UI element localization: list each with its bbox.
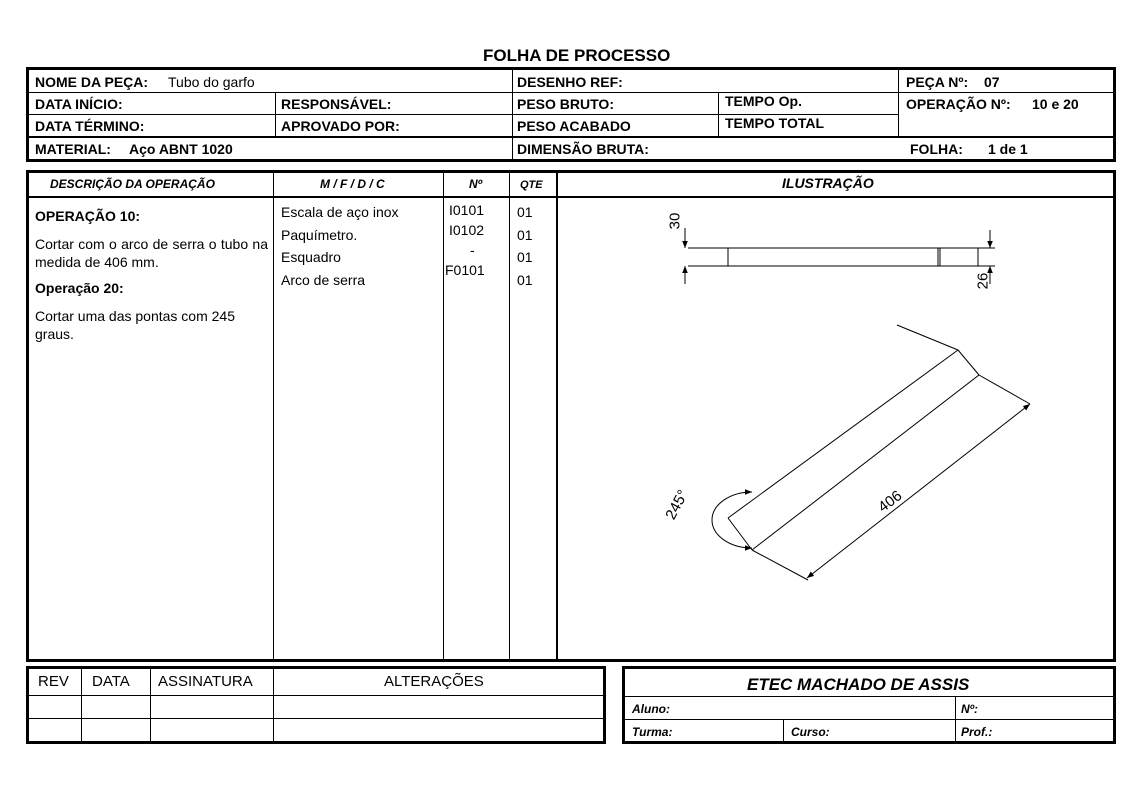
teacher-label: Prof.: <box>961 725 993 739</box>
student-label: Aluno: <box>632 702 670 716</box>
col-description-header: DESCRIÇÃO DA OPERAÇÃO <box>50 177 215 191</box>
qty-item: 01 <box>517 249 533 265</box>
course-label: Curso: <box>791 725 830 739</box>
code-item: I0102 <box>449 222 485 238</box>
col-rev-header: REV <box>38 673 69 690</box>
material-value: Aço ABNT 1020 <box>129 141 233 157</box>
col-changes-header: ALTERAÇÕES <box>384 673 484 690</box>
student-number-label: Nº: <box>961 702 979 716</box>
school-name: ETEC MACHADO DE ASSIS <box>747 675 970 694</box>
op20-text: Cortar uma das pontas com 245 graus. <box>35 308 235 342</box>
drawing-ref-label: DESENHO REF: <box>517 74 623 90</box>
class-label: Turma: <box>632 725 673 739</box>
dim-406-label: 406 <box>875 487 906 516</box>
page-title: FOLHA DE PROCESSO <box>483 46 671 65</box>
operation-number-value: 10 e 20 <box>1032 96 1079 112</box>
dim-30-label: 30 <box>666 212 684 230</box>
finished-weight-label: PESO ACABADO <box>517 118 631 134</box>
qty-item: 01 <box>517 204 533 220</box>
tool-item: Esquadro <box>281 249 341 265</box>
sheet-value: 1 de 1 <box>988 141 1028 157</box>
part-number-value: 07 <box>984 74 1000 90</box>
col-date-header: DATA <box>92 673 130 690</box>
op20-title: Operação 20: <box>35 280 124 296</box>
sheet-label: FOLHA: <box>910 141 963 157</box>
material-label: MATERIAL: <box>35 141 111 157</box>
dim-245-label: 245° <box>662 487 692 523</box>
gross-weight-label: PESO BRUTO: <box>517 96 614 112</box>
op-time-label: TEMPO Op. <box>725 93 802 109</box>
part-name-label: NOME DA PEÇA: <box>35 74 149 90</box>
code-item: I0101 <box>449 202 485 218</box>
start-date-label: DATA INÍCIO: <box>35 96 123 112</box>
col-illustration-header: ILUSTRAÇÃO <box>782 175 874 191</box>
op10-title: OPERAÇÃO 10: <box>35 208 141 224</box>
dim-26-label: 26 <box>974 272 992 290</box>
col-mfdc-header: M / F / D / C <box>320 177 385 191</box>
tube-cut-view <box>712 325 1030 580</box>
code-item: F0101 <box>445 262 485 278</box>
code-item: - <box>470 242 475 258</box>
part-number-label: PEÇA Nº: <box>906 74 969 90</box>
tool-item: Escala de aço inox <box>281 204 399 220</box>
responsible-label: RESPONSÁVEL: <box>281 96 392 112</box>
qty-item: 01 <box>517 272 533 288</box>
tool-item: Paquímetro. <box>281 227 358 243</box>
total-time-label: TEMPO TOTAL <box>725 115 825 131</box>
part-name-value: Tubo do garfo <box>168 74 255 90</box>
tool-item: Arco de serra <box>281 272 366 288</box>
end-date-label: DATA TÉRMINO: <box>35 118 145 134</box>
col-number-header: Nº <box>469 177 483 191</box>
col-qty-header: QTE <box>520 179 543 191</box>
raw-dimension-label: DIMENSÃO BRUTA: <box>517 141 649 157</box>
approved-by-label: APROVADO POR: <box>281 118 400 134</box>
qty-item: 01 <box>517 227 533 243</box>
op10-text: Cortar com o arco de serra o tubo na medida de 406 mm. <box>35 236 268 270</box>
col-signature-header: ASSINATURA <box>158 673 253 690</box>
operation-number-label: OPERAÇÃO Nº: <box>906 96 1011 112</box>
